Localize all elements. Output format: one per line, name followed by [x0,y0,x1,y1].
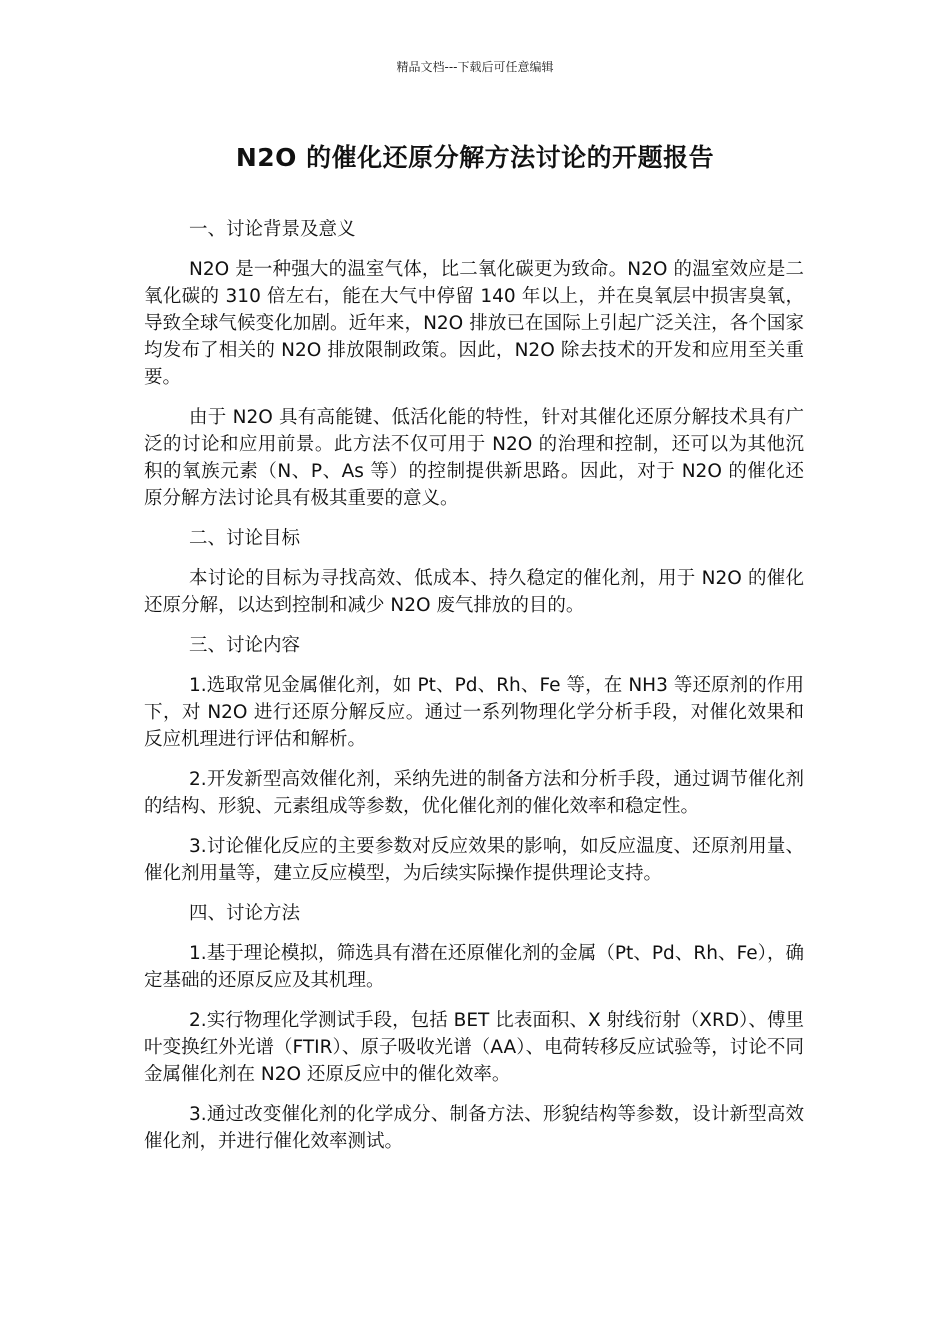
paragraph: 1.选取常见金属催化剂，如 Pt、Pd、Rh、Fe 等，在 NH3 等还原剂的作用下，对 N2O 进行还原分解反应。通过一系列物理化学分析手段，对催化效果和反应机理进行评估和解析。 [144,675,804,750]
section-heading-goal: 二、讨论目标 [189,528,301,549]
paragraph: 3.通过改变催化剂的化学成分、制备方法、形貌结构等参数，设计新型高效催化剂，并进行催化效率测试。 [144,1104,804,1152]
document-title: N2O 的催化还原分解方法讨论的开题报告 [235,143,715,172]
paragraph: N2O 是一种强大的温室气体，比二氧化碳更为致命。N2O 的温室效应是二氧化碳的 310 倍左右，能在大气中停留 140 年以上，并在臭氧层中损害臭氧，导致全球气候变化加剧。近年来，N2O 排放已在国际上引起广泛关注，各个国家均发布了相关的 N2O 排放限制政策。因此，N2O 除去技术的开发和应用至关重要。 [144,259,804,388]
paragraph: 2.开发新型高效催化剂，采纳先进的制备方法和分析手段，通过调节催化剂的结构、形貌、元素组成等参数，优化催化剂的催化效率和稳定性。 [144,769,804,817]
paragraph: 2.实行物理化学测试手段，包括 BET 比表面积、X 射线衍射（XRD）、傅里叶变换红外光谱（FTIR）、原子吸收光谱（AA）、电荷转移反应试验等，讨论不同金属催化剂在 N2O 还原反应中的催化效率。 [144,1010,804,1085]
section-heading-content: 三、讨论内容 [189,635,301,656]
section-heading-background: 一、讨论背景及意义 [189,219,356,240]
page-header-note: 精品文档---下载后可任意编辑 [396,60,554,74]
paragraph: 本讨论的目标为寻找高效、低成本、持久稳定的催化剂，用于 N2O 的催化还原分解，以达到控制和减少 N2O 废气排放的目的。 [144,568,804,616]
document-body [144,216,804,1168]
paragraph: 3.讨论催化反应的主要参数对反应效果的影响，如反应温度、还原剂用量、催化剂用量等，建立反应模型，为后续实际操作提供理论支持。 [144,836,804,884]
section-heading-method: 四、讨论方法 [189,903,301,924]
paragraph: 1.基于理论模拟，筛选具有潜在还原催化剂的金属（Pt、Pd、Rh、Fe），确定基础的还原反应及其机理。 [144,943,804,991]
paragraph: 由于 N2O 具有高能键、低活化能的特性，针对其催化还原分解技术具有广泛的讨论和应用前景。此方法不仅可用于 N2O 的治理和控制，还可以为其他沉积的氧族元素（N、P、As 等）的控制提供新思路。因此，对于 N2O 的催化还原分解方法讨论具有极其重要的意义。 [144,407,804,509]
